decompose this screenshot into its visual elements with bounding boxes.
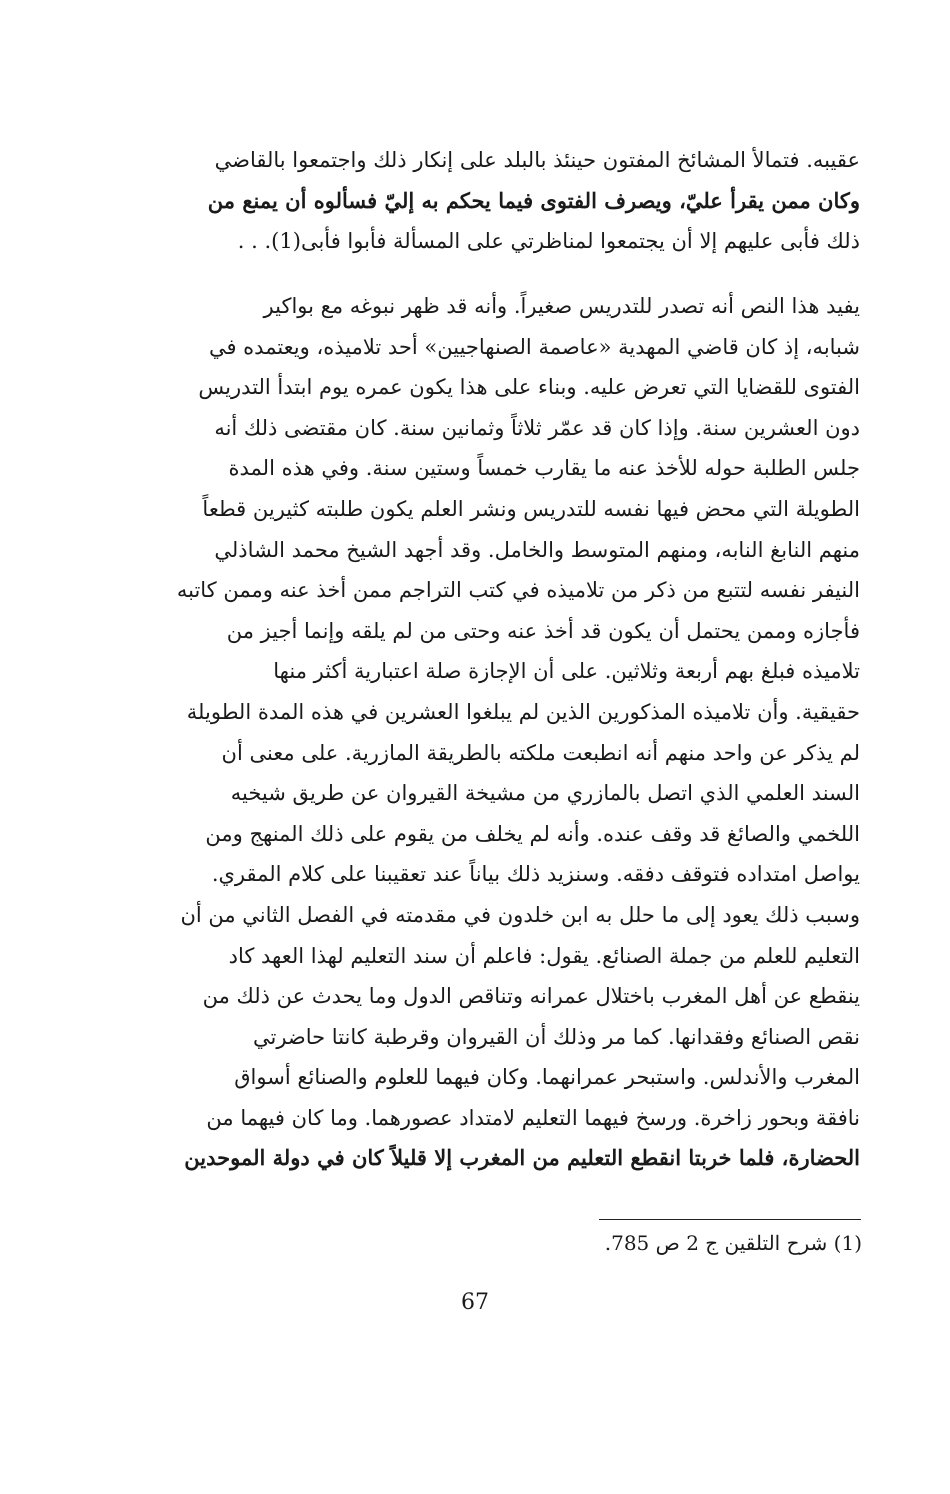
footnote: (1) شرح التلقين ج 2 ص 785. [604,1231,862,1255]
text-line: حقيقية. وأن تلاميذه المذكورين الذين لم يبلغوا العشرين في هذه المدة الطويلة [186,699,860,724]
text-line: النيفر نفسه لتتبع من ذكر من تلاميذه في كتب التراجم ممن أخذ عنه وممن كاتبه [176,578,860,603]
text-line: المغرب والأندلس. واستبحر عمرانهما. وكان فيهما للعلوم والصنائع أسواق [234,1065,860,1090]
page-number: 67 [461,1290,489,1315]
text-line: جلس الطلبة حوله للأخذ عنه ما يقارب خمساً وستين سنة. وفي هذه المدة [228,456,860,481]
text-line-bold: الحضارة، فلما خربتا انقطع التعليم من المغرب إلا قليلاً كان في دولة الموحدين [184,1145,860,1171]
text-line: لم يذكر عن واحد منهم أنه انطبعت ملكته بالطريقة المازرية. على معنى أن [221,740,860,765]
text-line: شبابه، إذ كان قاضي المهدية «عاصمة الصنهاجيين» أحد تلاميذه، ويعتمده في [208,334,860,359]
text-line-bold: وكان ممن يقرأ عليّ، ويصرف الفتوى فيما يحكم به إليّ فسألوه أن يمنع من [207,187,860,213]
text-line: دون العشرين سنة. وإذا كان قد عمّر ثلاثاً وثمانين سنة. كان مقتضى ذلك أنه [214,415,860,440]
text-line: منهم النابغ النابه، ومنهم المتوسط والخامل. وقد أجهد الشيخ محمد الشاذلي [214,537,860,562]
text-line: الفتوى للقضايا التي تعرض عليه. وبناء على هذا يكون عمره يوم ابتدأ التدريس [198,375,860,400]
text-line: السند العلمي الذي اتصل بالمازري من مشيخة القيروان عن طريق شيخيه [230,781,860,806]
text-line: الطويلة التي محض فيها نفسه للتدريس ونشر العلم يكون طلبته كثيرين قطعاً [202,496,860,521]
text-line: تلاميذه فبلغ بهم أربعة وثلاثين. على أن الإجازة صلة اعتبارية أكثر منها [273,659,860,684]
text-line: ينقطع عن أهل المغرب باختلال عمرانه وتناقص الدول وما يحدث عن ذلك من [202,984,860,1009]
text-line: نافقة وبحور زاخرة. ورسخ فيهما التعليم لامتداد عصورهما. وما كان فيهما من [206,1105,860,1130]
text-line: وسبب ذلك يعود إلى ما حلل به ابن خلدون في مقدمته في الفصل الثاني من أن [180,902,860,927]
text-line: يفيد هذا النص أنه تصدر للتدريس صغيراً. وأنه قد ظهر نبوغه مع بواكير [263,294,860,318]
text-line: فأجازه وممن يحتمل أن يكون قد أخذ عنه وحتى من لم يلقه وإنما أجيز من [226,618,860,643]
main-paragraph [130,286,860,1179]
intro-quote-paragraph [130,140,860,262]
text-line: اللخمي والصائغ قد وقف عنده. وأنه لم يخلف من يقوم على ذلك المنهج ومن [205,821,860,846]
text-line: نقص الصنائع وفقدانها. كما مر وذلك أن القيروان وقرطبة كانتا حاضرتي [252,1024,860,1049]
text-line: التعليم للعلم من جملة الصنائع. يقول: فاعلم أن سند التعليم لهذا العهد كاد [228,943,860,968]
text-line: ذلك فأبى عليهم إلا أن يجتمعوا لمناظرتي على المسألة فأبوا فأبى(1). . . [237,229,860,254]
text-line: عقيبه. فتمالأ المشائخ المفتون حينئذ بالبلد على إنكار ذلك واجتمعوا بالقاضي [214,148,860,172]
footnote-divider [599,1219,861,1220]
text-line: يواصل امتداده فتوقف دفقه. وسنزيد ذلك بياناً عند تعقيبنا على كلام المقري. [211,862,860,887]
